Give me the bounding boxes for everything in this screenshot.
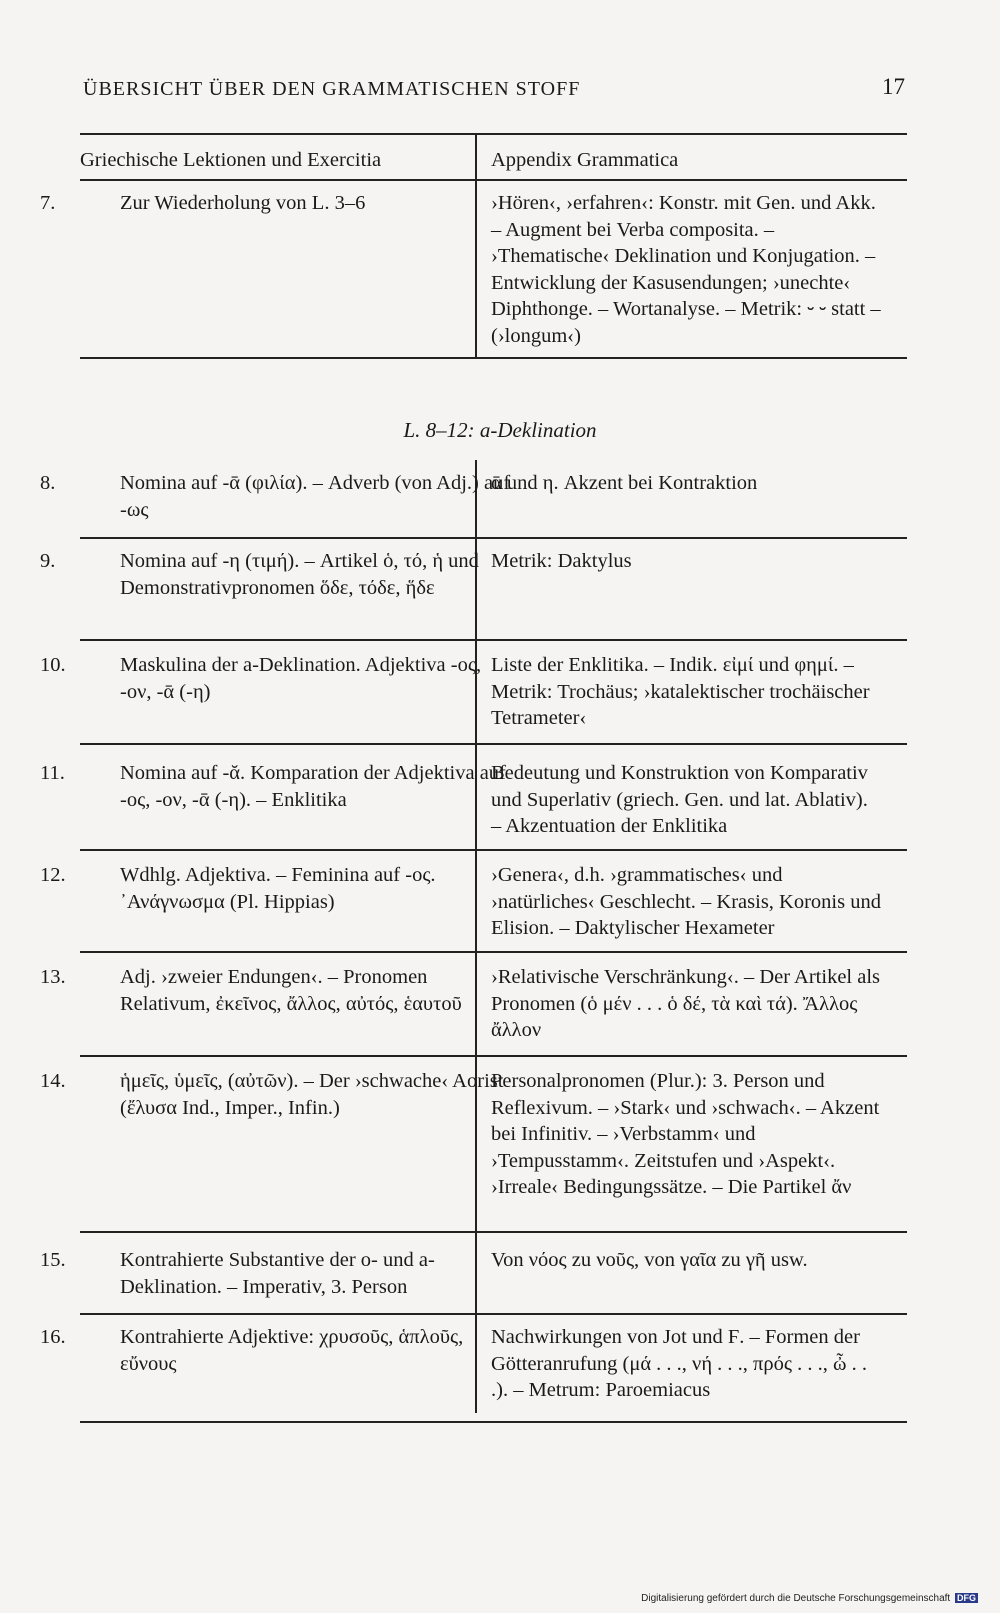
header-title: ÜBERSICHT ÜBER DEN GRAMMATISCHEN STOFF [83,78,581,100]
table-row-right: Liste der Enklitika. – Indik. εἰμί und φημί. – Metrik: Trochäus; ›katalektischer trochäischer Tetrameter‹ [491,654,870,729]
lecture-title: Zur Wiederholung von L. 3–6 [120,192,366,214]
table-row-left [40,1068,512,1121]
footer-text: Digitalisierung gefördert durch die Deutsche Forschungsgemeinschaft [641,1593,951,1604]
footer-credit [641,1593,978,1604]
column-header-right: Appendix Grammatica [491,149,679,171]
table-row-left [40,760,512,813]
table-row-left [40,1324,512,1377]
table-row-right: Von νόος zu νοῦς, von γαῖα zu γῆ usw. [491,1249,808,1271]
table-row-right: Nachwirkungen von Jot und Ϝ. – Formen der Götteranrufung (μά . . ., νή . . ., πρός . . ., ὦ . . .). – Metrum: Paroemiacus [491,1326,867,1401]
row-rule [80,951,907,953]
lecture-number: 12. [40,864,66,886]
table-row-left [40,470,512,523]
column-header-left: Griechische Lektionen und Exercitia [80,149,382,171]
table-row-right: ›Hören‹, ›erfahren‹: Konstr. mit Gen. und Akk. – Augment bei Verba composita. – ›Thematische‹ Deklination und Konjugation. – Entwicklung der Kasusendungen; ›unechte‹ Diphthonge. – Wortanalyse. – Metrik: ⏑ ⏑ statt – (›longum‹) [491,192,881,347]
lecture-number: 11. [40,762,65,784]
table-row-right: Personalpronomen (Plur.): 3. Person und Reflexivum. – ›Stark‹ und ›schwach‹. – Akzent bei Infinitiv. – ›Verbstamm‹ und ›Tempusstamm‹. Zeitstufen und ›Aspekt‹. ›Irreale‹ Bedingungssätze. – Die Partikel ἄν [491,1070,880,1198]
row-rule [80,639,907,641]
row-rule [80,743,907,745]
dfg-logo: DFG [957,1593,976,1603]
lecture-title: Adj. ›zweier Endungen‹. – Pronomen Relativum, ἐκεῖνος, ἄλλος, αὐτός, ἑαυτοῦ [120,966,462,1015]
table-row-right: ›Genera‹, d.h. ›grammatisches‹ und ›natürliches‹ Geschlecht. – Krasis, Koronis und Elision. – Daktylischer Hexameter [491,864,881,939]
table-row-right: ›Relativische Verschränkung‹. – Der Artikel als Pronomen (ὁ μέν . . . ὁ δέ, τὰ καὶ τά). Ἄλλος ἄλλον [491,966,881,1041]
lecture-title: Nomina auf -ᾱ (φιλία). – Adverb (von Adj.) auf -ως [120,472,511,521]
row-rule [80,1313,907,1315]
table-bottom-rule-1 [80,357,907,359]
page-number: 17 [882,74,905,99]
row-rule [80,537,907,539]
table-top-rule [80,133,907,135]
lecture-title: ἡμεῖς, ὑμεῖς, (αὐτῶν). – Der ›schwache‹ Aorist (ἔλυσα Ind., Imper., Infin.) [120,1070,504,1119]
row-rule [80,1231,907,1233]
table-row-left [40,862,512,915]
lecture-title: Nomina auf -η (τιμή). – Artikel ὁ, τό, ἡ und Demonstrativpronomen ὅδε, τόδε, ἥδε [120,550,479,599]
lecture-number: 13. [40,966,66,988]
row-rule [80,849,907,851]
lecture-number: 7. [40,192,56,214]
lecture-title: Kontrahierte Substantive der o- und a-Deklination. – Imperativ, 3. Person [120,1249,435,1298]
table-row-right: Metrik: Daktylus [491,550,632,572]
lecture-number: 15. [40,1249,66,1271]
row-rule [80,1055,907,1057]
table-row-right: ᾱ und η. Akzent bei Kontraktion [491,472,758,494]
lecture-number: 14. [40,1070,66,1092]
lecture-number: 9. [40,550,56,572]
table-row-left [40,964,512,1017]
table-row-left [40,1247,512,1300]
table-row-right: Bedeutung und Konstruktion von Komparativ und Superlativ (griech. Gen. und lat. Ablativ). – Akzentuation der Enklitika [491,762,868,837]
lecture-number: 8. [40,472,56,494]
table-bottom-rule-2 [80,1421,907,1423]
lecture-title: Maskulina der a-Deklination. Adjektiva -ος, -ον, -ᾱ (-η) [120,654,482,703]
lecture-title: Kontrahierte Adjektive: χρυσοῦς, ἁπλοῦς, εὔνους [120,1326,464,1375]
table-row-left [40,652,512,705]
page-header [77,74,905,108]
column-divider-1 [475,133,477,359]
table-row-left [40,190,512,217]
lecture-number: 16. [40,1326,66,1348]
section-heading: L. 8–12: a-Deklination [403,418,597,442]
table-row-left [40,548,512,601]
lecture-title: Nomina auf -ᾰ. Komparation der Adjektiva auf -ος, -ον, -ᾱ (-η). – Enklitika [120,762,506,811]
lecture-title: Wdhlg. Adjektiva. – Feminina auf -ος. ᾿Ανάγνωσμα (Pl. Hippias) [120,864,436,913]
table-header-rule [80,179,907,181]
lecture-number: 10. [40,654,66,676]
